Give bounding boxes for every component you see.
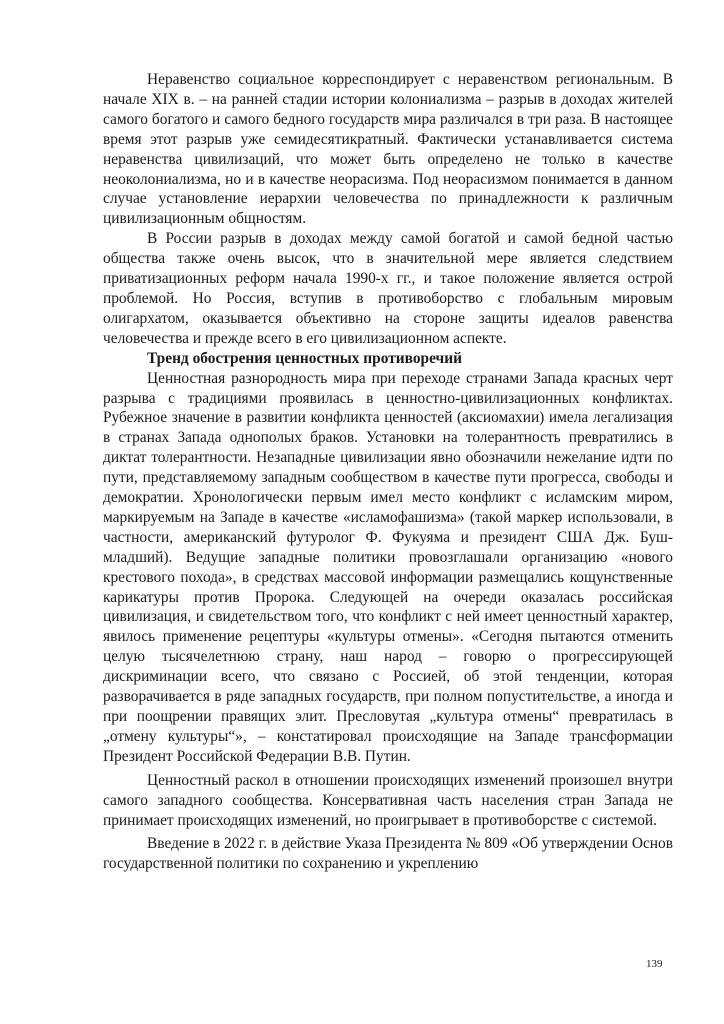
page-body <box>103 70 673 874</box>
paragraph-russia-income-gap: В России разрыв в доходах между самой богатой и самой бедной частью общества также очень высок, что в значительной мере является следствием приватизационных реформ начала 1990-х гг., и такое положение является острой проблемой. Но Россия, вступив в противоборство с глобальным мировым олигархатом, оказывается объективно на стороне защиты идеалов равенства человечества и прежде всего в его цивилизационном аспекте. <box>103 230 673 347</box>
paragraph-western-split: Ценностный раскол в отношении происходящих изменений произошел внутри самого западного сообщества. Консервативная часть населения стран Запада не принимает происходящих изменений, но проигрывает в противоборстве с системой. <box>103 771 673 829</box>
paragraph-inequality: Неравенство социальное корреспондирует с неравенством региональным. В начале XIX в. – на ранней стадии истории колониализма – разрыв в доходах жителей самого богатого и самого бедного государств мира различался в три раза. В настоящее время этот разрыв уже семидесятикратный. Фактически устанавливается система неравенства цивилизаций, что может быть определено не только в качестве неоколониализма, но и в качестве неорасизма. Под неорасизмом понимается в данном случае установление иерархии человечества по принадлежности к различным цивилизационным общностям. <box>103 71 673 228</box>
section-heading: Тренд обострения ценностных противоречий <box>147 349 462 367</box>
page-number: 139 <box>646 958 663 970</box>
paragraph-value-conflicts: Ценностная разнородность мира при переходе странами Запада красных черт разрыва с традициями проявилась в ценностно-цивилизационных конфликтах. Рубежное значение в развитии конфликта ценностей (аксиомахии) имела легализация в странах Запада однополых браков. Установки на толерантность превратились в диктат толерантности. Незападные цивилизации явно обозначили нежелание идти по пути, представляемому западным сообществом в качестве пути прогресса, свободы и демократии. Хронологически первым имел место конфликт с исламским миром, маркируемым на Западе в качестве «исламофашизма» (такой маркер использовали, в частности, американский футуролог Ф. Фукуяма и президент США Дж. Буш-младший). Ведущие западные политики провозглашали организацию «нового крестового похода», в средствах массовой информации размещались кощунственные карикатуры против Пророка. Следующей на очереди оказалась российская цивилизация, и свидетельством того, что конфликт с ней имеет ценностный характер, явилось применение рецептуры «культуры отмены». «Сегодня пытаются отменить целую тысячелетнюю страну, наш народ – говорю о прогрессирующей дискриминации всего, что связано с Россией, об этой тенденции, которая разворачивается в ряде западных государств, при полном попустительстве, а иногда и при поощрении правящих элит. Пресловутая „культура отмены“ превратилась в „отмену культуры“», – констатировал происходящие на Западе трансформации Президент Российской Федерации В.В. Путин. <box>103 369 673 765</box>
paragraph-decree-809: Введение в 2022 г. в действие Указа Президента № 809 «Об утверждении Основ государственной политики по сохранению и укреплению <box>103 835 673 873</box>
